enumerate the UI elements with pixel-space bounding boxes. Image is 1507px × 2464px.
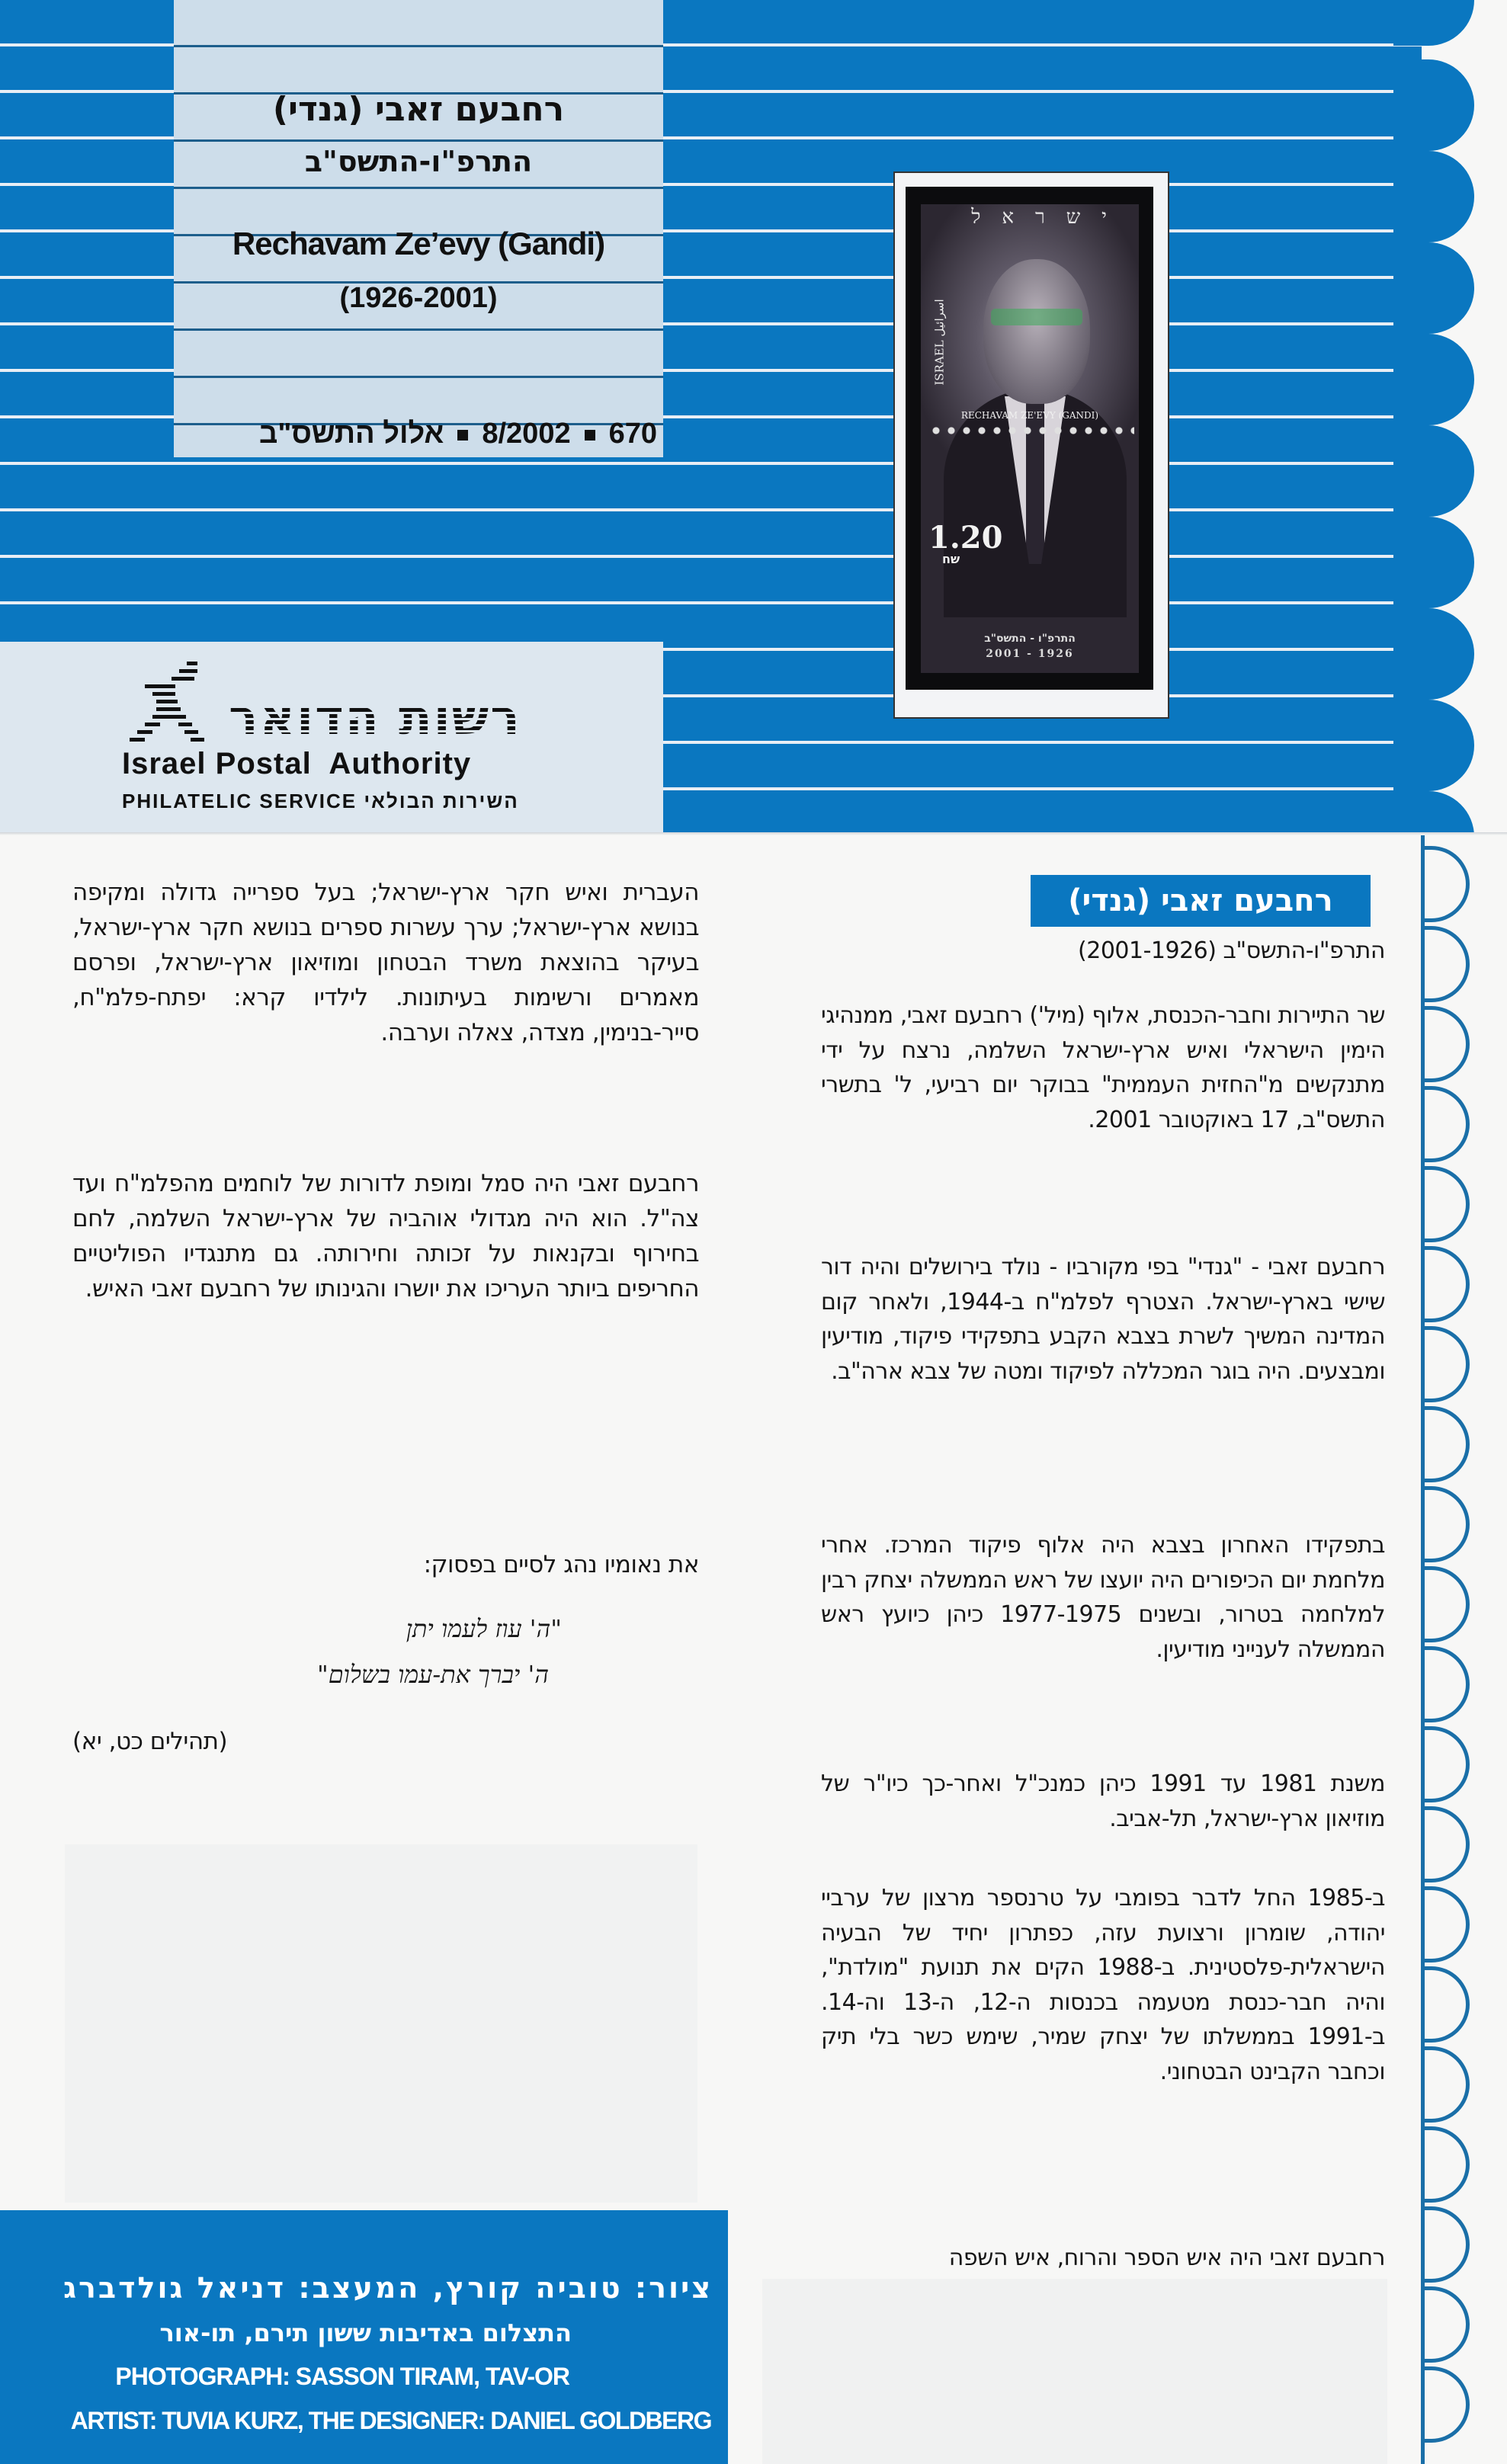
scallop-tab [1393, 517, 1474, 608]
issue-date-hebrew: אלול התשס"ב [259, 418, 444, 450]
paragraph: משנת 1981 עד 1991 כיהן כמנכ"ל ואחר-כך כיו"ר של מוזיאון ארץ-ישראל, תל-אביב. [821, 1770, 1385, 1832]
scallop-outline [1424, 1966, 1470, 2043]
logo-service [122, 790, 519, 813]
paragraph: רחבעם זאבי היה איש הספר והרוח, איש השפה [948, 2245, 1385, 2271]
stamp-country-english-arabic: ISRAEL اسرائيل [932, 299, 947, 386]
fold-line [0, 832, 1507, 835]
stamp-country-hebrew: ישראל [971, 206, 1128, 229]
title-years-english: (1926-2001) [339, 282, 498, 314]
scallop-tab [1393, 425, 1474, 517]
stamp-years: 2001 - 1926 [986, 648, 1074, 660]
scallop-outline [1424, 1246, 1470, 1322]
scallop-tab [1393, 334, 1474, 425]
scallop-outline [1424, 1166, 1470, 1242]
quote-line: ה' יברך את-עמו בשלום" [316, 1660, 549, 1689]
square-bullet-icon [585, 430, 595, 441]
logo-english-name: Israel Postal Authority [122, 747, 472, 780]
paragraph: העברית ואיש חקר ארץ-ישראל; בעל ספרייה גדולה ומקיפה בנושא ארץ-ישראל; ערך עשרות ספרים בנושא חקר ארץ-ישראל, בעיקר בהוצאת משרד הבטחון ומוזיאון ארץ-ישראל, ופרסם מאמרים ורשימות בעיתונות. לילדיו קרא: יפתח-פלמ"ח, סייר-בנימין, מצדה, צאלה וערבה. [72, 879, 699, 1046]
scallop-outline [1424, 1726, 1470, 1802]
scallop-outline [1424, 1566, 1470, 1642]
scallop-outline [1424, 1406, 1470, 1482]
scallop-outline [1424, 846, 1470, 922]
scallop-outline [1424, 1486, 1470, 1562]
stamp-years-hebrew: התרפ"ו - התשס"ב [984, 633, 1076, 645]
scallop-tab [1393, 242, 1474, 334]
logo-service-english: PHILATELIC SERVICE [122, 790, 358, 812]
issue-number: 670 [608, 418, 657, 450]
scallop-outline [1424, 2206, 1470, 2283]
scallop-outline [1424, 2126, 1470, 2203]
paragraph: רחבעם זאבי היה סמל ומופת לדורות של לוחמים מהפלמ"ח ועד צה"ל. הוא היה מגדולי אוהביה של ארץ-ישראל השלמה, לחם בחירוף ובקנאות על זכותה וחירותה. גם מתנגדיו הפוליטיים החריפים ביותר העריכו את יושרו והגינותו של רחבעם זאבי האיש. [72, 1170, 699, 1302]
scallop-tab [1393, 608, 1474, 700]
scallop-outline [1424, 1886, 1470, 1963]
scallop-tab [1393, 791, 1474, 832]
square-bullet-icon [457, 430, 468, 441]
logo-hebrew-name: רשות הדואר [229, 690, 521, 746]
title-box [174, 0, 663, 457]
quote-line: "ה' עוז לעמו יתן [406, 1614, 562, 1643]
scallop-outline [1424, 1806, 1470, 1882]
stamp-dot-row [928, 427, 1134, 434]
scallop-outline [1424, 1006, 1470, 1082]
scallop-outline [1424, 1326, 1470, 1402]
issue-line [259, 418, 657, 450]
scallop-outline [1424, 926, 1470, 1002]
credit-photo-english: PHOTOGRAPH: SASSON TIRAM, TAV-OR [115, 2363, 569, 2390]
scallop-outline [1424, 2046, 1470, 2123]
paragraph: בתפקידו האחרון בצבא היה אלוף פיקוד המרכז. אחרי מלחמת יום הכיפורים היה יועצו של ראש הממשלה יצחק רבין למלחמה בטרור, ובשנים 1977-1975 כיהן כיועץ ראש הממשלה לענייני מודיעין. [821, 1532, 1385, 1663]
credit-artist-hebrew: ציור: טוביה קורץ, המעצב: דניאל גולדברג [63, 2271, 713, 2305]
stamp-portrait-face [983, 259, 1090, 404]
paragraph: ב-1985 החל לדבר בפומבי על טרנספר מרצון של ערביי יהודה, שומרון ורצועת עזה, כפתרון יחיד של הבעיה הישראלית-פלסטינית. ב-1988 הקים את תנועת "מולדת", והיה חבר-כנסת מטעמה בכנסות ה-12, ה-13 וה-14. ב-1991 בממשלתו של יצחק שמיר, שימש כשר בלי תיק וכחבר הקבינט הבטחוני. [821, 1885, 1386, 2085]
faded-background-panel [65, 1844, 697, 2203]
title-name-hebrew: רחבעם זאבי (גנדי) [272, 90, 565, 129]
deer-icon [114, 655, 229, 747]
paragraph: רחבעם זאבי - "גנדי" בפי מקורביו - נולד בירושלים והיה דור שישי בארץ-ישראל. הצטרף לפלמ"ח ב-1944, ולאחר קום המדינה המשיך לשרת בצבא הקבע בתפקידי פיקוד, מודיעין ומבצעים. היה בוגר המכללה לפיקוד ומטה של צבא ארה"ב. [821, 1254, 1385, 1385]
title-name-english: Rechavam Ze’evy (Gandi) [232, 226, 605, 261]
scallop-tab [1393, 151, 1474, 242]
scallop-outline [1424, 2366, 1470, 2443]
stamp-name: RECHAVAM ZE'EVY (GANDI) [960, 410, 1099, 421]
stamp-currency: שח [942, 552, 960, 566]
stamp-value: 1.20 [928, 520, 1003, 556]
citation: (תהילים כט, יא) [72, 1728, 228, 1755]
scallop-outline [1424, 2286, 1470, 2363]
section-heading: רחבעם זאבי (גנדי) [1031, 875, 1371, 927]
scallop-outline [1424, 1086, 1470, 1162]
paragraph: שר התיירות וחבר-הכנסת, אלוף (מיל') רחבעם זאבי, ממנהיגי הימין הישראלי ואיש ארץ-ישראל השלמה, נרצח על ידי מתנקשים מ"החזית העממית" בבוקר יום רביעי, ל' בתשרי התשס"ב, 17 באוקטובר 2001. [821, 1002, 1385, 1133]
paragraph: את נאומיו נהג לסיים בפסוק: [423, 1551, 699, 1578]
credit-artist-english: ARTIST: TUVIA KURZ, THE DESIGNER: DANIEL GOLDBERG [70, 2407, 711, 2434]
paragraph-years: התרפ"ו-התשס"ב (2001-1926) [1078, 937, 1385, 964]
scallop-tab [1393, 0, 1474, 46]
stamp-portrait-glasses [991, 309, 1082, 325]
scallop-outline [1424, 1646, 1470, 1722]
credit-photo-hebrew: התצלום באדיבות ששון תירם, תו-אור [159, 2318, 572, 2347]
faded-background-panel [762, 2279, 1387, 2464]
scallop-tab [1393, 700, 1474, 791]
logo-service-hebrew: השירות הבולאי [364, 790, 519, 812]
title-years-hebrew: התרפ"ו-התשס"ב [304, 145, 533, 178]
issue-date: 8/2002 [482, 418, 571, 450]
scallop-tab [1393, 59, 1474, 151]
credits-box [0, 2210, 728, 2464]
